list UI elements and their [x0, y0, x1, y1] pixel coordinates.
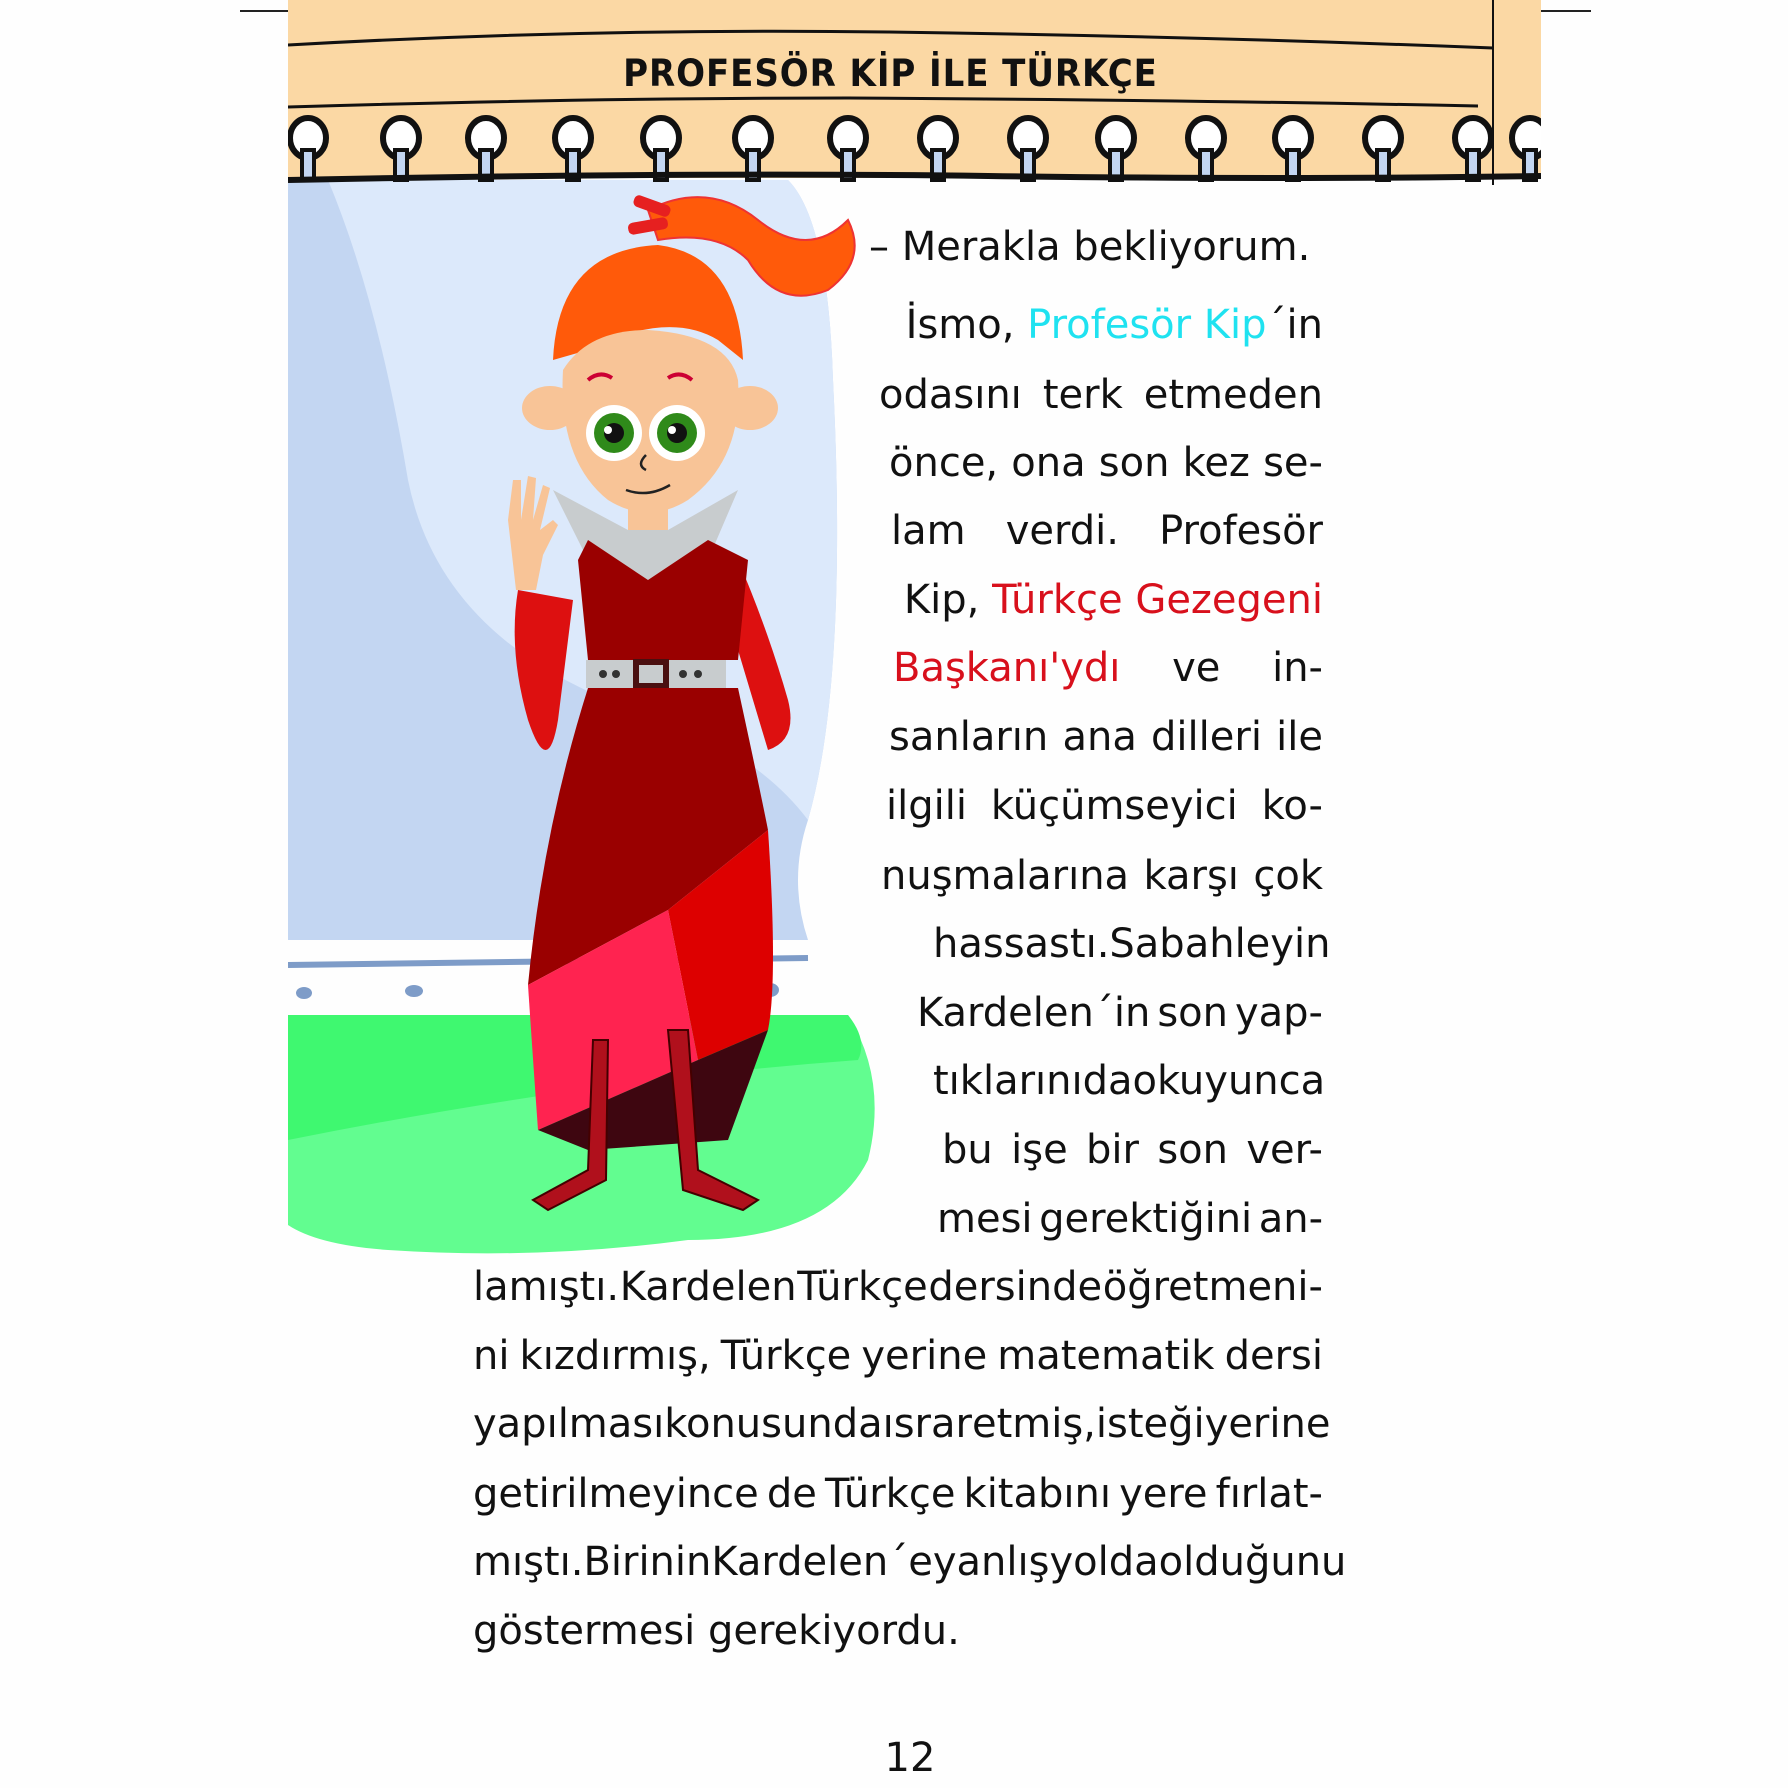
word: tıklarını — [933, 1058, 1083, 1104]
word: yerine — [861, 1333, 988, 1379]
word: son — [1157, 1127, 1229, 1173]
text-line — [891, 575, 1323, 625]
word: ver- — [1246, 1127, 1323, 1173]
word: yerine — [1204, 1401, 1331, 1447]
word: önce, — [889, 440, 999, 486]
word: ile — [1276, 714, 1323, 760]
word: son — [1157, 990, 1228, 1036]
page-header-title: PROFESÖR KİP İLE TÜRKÇE — [623, 52, 1158, 95]
highlight-profesor-kip: Profesör Kip — [1027, 302, 1267, 348]
word: okuyunca — [1132, 1058, 1326, 1104]
word: Kardelen´e — [711, 1539, 933, 1585]
word: da — [1082, 1058, 1133, 1104]
text-line — [879, 370, 1323, 420]
word: se- — [1263, 440, 1323, 486]
text-line — [473, 1399, 1331, 1449]
word: karşı — [1143, 853, 1239, 899]
word: getirilmeyince — [473, 1471, 759, 1517]
text-line — [473, 1331, 1323, 1381]
word: yere — [1119, 1471, 1208, 1517]
word: çok — [1253, 853, 1323, 899]
word: dilleri — [1151, 714, 1262, 760]
word: Türkçe — [824, 1471, 956, 1517]
word: isteği — [1095, 1401, 1205, 1447]
word: de — [766, 1471, 817, 1517]
word: lam — [891, 508, 966, 554]
word: yapılması — [473, 1401, 665, 1447]
word: bu — [942, 1127, 993, 1173]
word: sanların — [889, 714, 1049, 760]
word: fırlat- — [1215, 1471, 1323, 1517]
word: terk — [1042, 372, 1123, 418]
word: olduğunu — [1158, 1539, 1347, 1585]
word: Kardelen — [619, 1264, 797, 1310]
text-span: – Merakla bekliyorum. — [869, 224, 1311, 270]
word: Türkçe — [797, 1264, 928, 1310]
word: küçümseyici — [990, 783, 1238, 829]
word: Kardelen´in — [917, 990, 1151, 1036]
text-line — [901, 300, 1323, 350]
text-line — [937, 1194, 1323, 1244]
text-line — [933, 1056, 1326, 1106]
text-line — [881, 851, 1323, 901]
text-line — [473, 1469, 1323, 1519]
word: nuşmalarına — [881, 853, 1130, 899]
text-span: Kip, — [903, 577, 993, 623]
text-line — [889, 712, 1323, 762]
word: mıştı. — [473, 1539, 584, 1585]
highlight-turkce-gezegeni: Türkçe Gezegeni — [992, 577, 1323, 623]
word: in- — [1272, 645, 1323, 691]
word: kez — [1182, 440, 1250, 486]
word: son — [1098, 440, 1170, 486]
word: an- — [1258, 1196, 1323, 1242]
word: yanlış — [932, 1539, 1050, 1585]
word: ana — [1062, 714, 1137, 760]
word: yolda — [1049, 1539, 1159, 1585]
page-number: 12 — [884, 1735, 936, 1781]
text-line — [473, 1606, 1200, 1656]
word: etmiş, — [971, 1401, 1096, 1447]
word: hassastı. — [933, 921, 1110, 967]
word: öğretmeni- — [1102, 1264, 1323, 1310]
word: matematik — [997, 1333, 1215, 1379]
word: Başkanı'ydı — [893, 645, 1121, 691]
binding-ring-stem — [302, 150, 314, 180]
word: ko- — [1261, 783, 1323, 829]
word: kızdırmış, — [519, 1333, 711, 1379]
word: mesi — [937, 1196, 1033, 1242]
text-span: İsmo, — [905, 302, 1028, 348]
text-line — [473, 1262, 1323, 1312]
word: lamıştı. — [473, 1264, 620, 1310]
word: ona — [1011, 440, 1086, 486]
word: dersi — [1224, 1333, 1323, 1379]
word: ısrar — [882, 1401, 972, 1447]
word: bir — [1086, 1127, 1139, 1173]
word: Sabahleyin — [1109, 921, 1331, 967]
word: kitabını — [963, 1471, 1111, 1517]
text-line — [473, 1537, 1347, 1587]
word: Birinin — [583, 1539, 712, 1585]
word: odasını — [879, 372, 1022, 418]
text-line — [889, 438, 1323, 488]
word: etmeden — [1143, 372, 1323, 418]
text-line — [886, 781, 1323, 831]
word: yap- — [1234, 990, 1323, 1036]
text-line — [869, 222, 1311, 272]
text-line — [933, 919, 1331, 969]
word: dersinde — [928, 1264, 1103, 1310]
text-span: ´in — [1266, 302, 1323, 348]
word: verdi. — [1005, 508, 1119, 554]
illustration-kardelen — [288, 180, 908, 1260]
word: işe — [1011, 1127, 1068, 1173]
word: Türkçe — [720, 1333, 852, 1379]
word: ilgili — [886, 783, 967, 829]
crop-mark-left — [240, 10, 288, 12]
word: ve — [1172, 645, 1221, 691]
text-span: göstermesi gerekiyordu. — [473, 1608, 960, 1654]
word: konusunda — [664, 1401, 883, 1447]
crop-mark-right — [1541, 10, 1591, 12]
word: ni — [473, 1333, 510, 1379]
text-line — [893, 643, 1323, 693]
text-line — [891, 506, 1323, 556]
text-line — [942, 1125, 1323, 1175]
word: Profesör — [1159, 508, 1323, 554]
word: gerektiğini — [1039, 1196, 1253, 1242]
text-line — [917, 988, 1323, 1038]
